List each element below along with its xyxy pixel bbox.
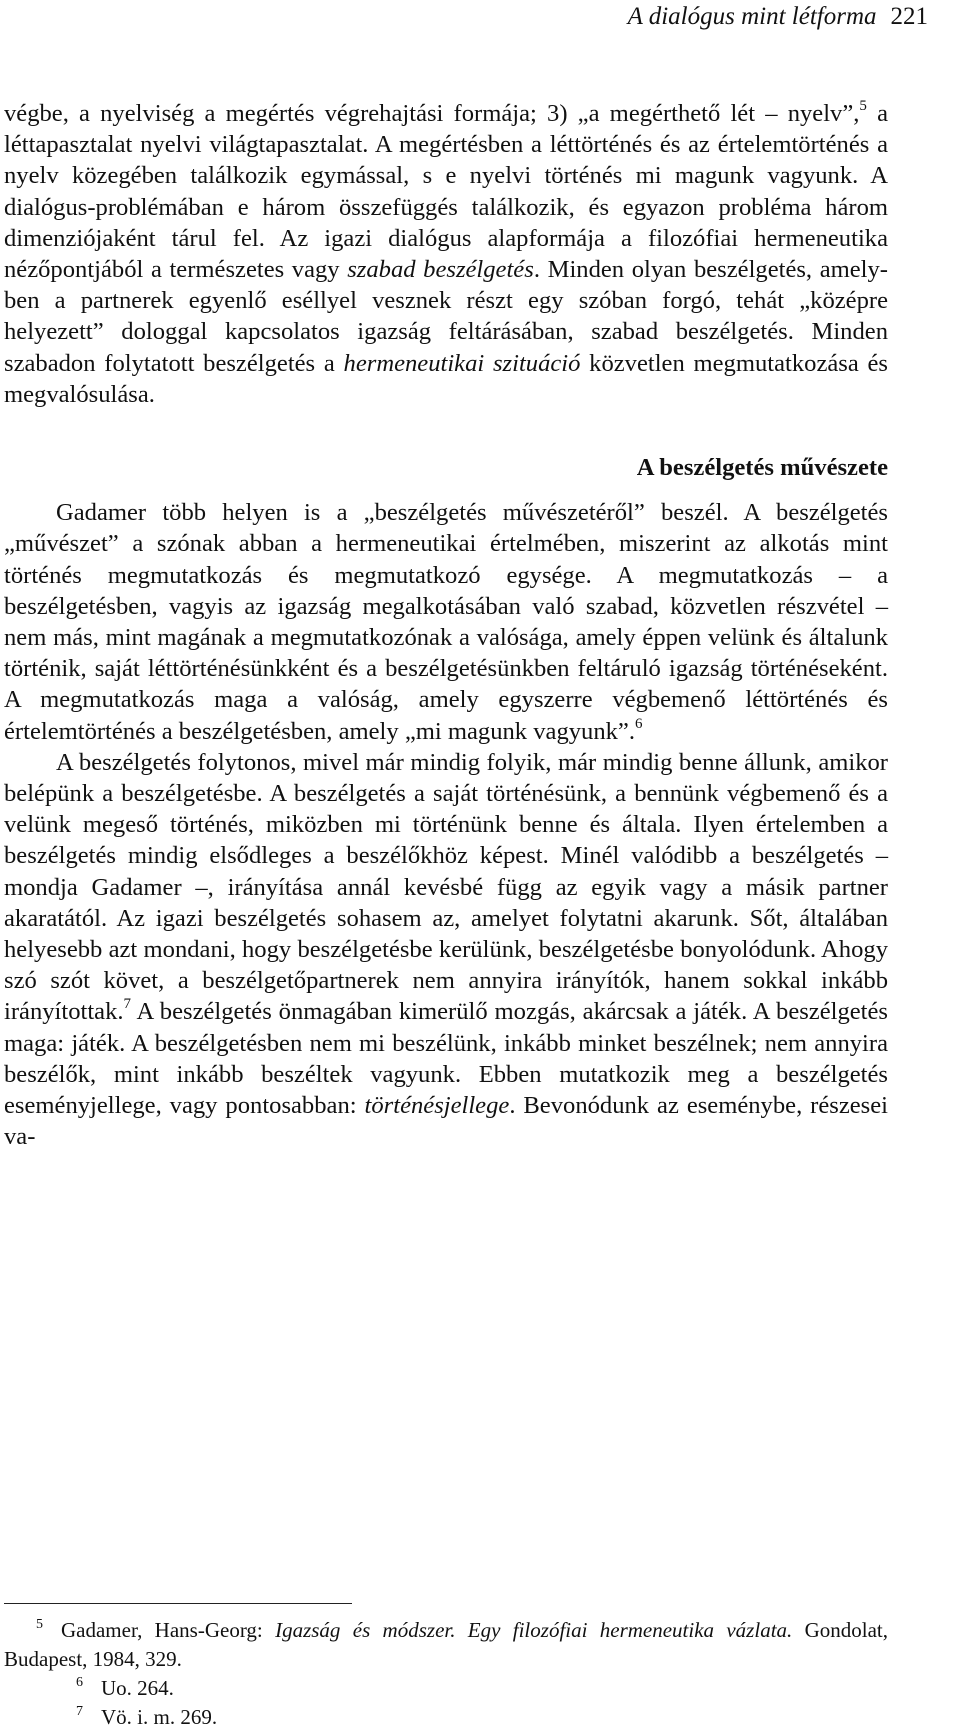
footnote-mark: 6 — [76, 1675, 83, 1690]
footnote-6 — [4, 1674, 888, 1703]
text-run: végbe, a nyelviség a megértés végrehajtási formája; 3) „a megérthető lét – nyelv”, — [4, 100, 860, 127]
footnote-text: Gadamer, Hans-Georg: — [61, 1618, 276, 1642]
text-run: a léttapasztalat nyelvi világtapasztalat. A megértésben a léttörténés és az értelemtörténés a nyelv közegében találkozik egymással, s e nyelvi történés mi magunk vagyunk. A dialógus-problémában e három összefüggés találkozik, és egyazon probléma három dimenziójaként tárul fel. Az igazi dialógus alapformája a filozófiai hermeneutika nézőpontjából a természetes vagy — [4, 100, 888, 284]
paragraph-2 — [4, 497, 888, 747]
paragraph-1 — [4, 98, 888, 410]
page-number: 221 — [890, 3, 928, 30]
emphasis: történésjellege — [364, 1092, 510, 1120]
emphasis: szabad beszélgetés — [347, 256, 534, 284]
footnote-ref-7[interactable]: 7 — [123, 996, 132, 1013]
footnote-divider — [4, 1603, 352, 1604]
footnotes — [4, 1616, 888, 1732]
text-run: A beszélgetés önmagában kimerülő mozgás, akárcsak a játék. A beszélgetés maga: játék. A beszélgetésben nem mi beszélünk, inkább minket beszélnek; nem annyira beszélők, mint inkább beszéltek vagyunk. Ebben mutatkozik meg a beszélgetés eseményjellege, vagy pontosabban: — [4, 998, 888, 1120]
text-run: . Minden olyan beszélgetés, amelyben a partnerek egyenlő eséllyel vesznek részt egy szóban forgó, tehát „középre helyezett” dologgal kapcsolatos igazság feltárásában, szabad beszélgetés. Minden szabadon folytatott beszélgetés a — [4, 256, 888, 377]
main-text — [4, 98, 888, 1153]
footnote-text: Gondolat, Budapest, 1984, 329. — [4, 1618, 889, 1671]
running-head-title: A dialógus mint létforma — [627, 3, 877, 30]
text-run: közvetlen megmutatkozása és megvalósulása. — [4, 349, 888, 408]
text-run: . Bevonódunk az eseménybe, részesei va- — [4, 1092, 888, 1151]
footnote-ref-5[interactable]: 5 — [859, 98, 867, 114]
footnote-5 — [4, 1616, 888, 1674]
footnote-mark: 5 — [36, 1617, 43, 1632]
running-head — [628, 2, 928, 32]
paragraph-3 — [4, 747, 888, 1153]
text-run: A beszélgetés folytonos, mivel már mindig folyik, már mindig benne állunk, amikor belépünk a beszélgetésbe. A beszélgetés a saját történésünk, a bennünk végbemenő és a velünk megeső történés, miközben mi történünk benne és általa. Ilyen értelemben a beszélgetés mindig elsődleges a beszélőkhöz képest. Minél valódibb a beszélgetés – mondja Gadamer –, irányítása annál kevésbé függ az egyik vagy a másik partner akaratától. Az igazi beszélgetés sohasem az, amelyet folytatni akarunk. Sőt, általában helyesebb azt mondani, hogy beszélgetésbe kerülünk, beszélgetésbe bonyolódunk. Ahogy szó szót követ, a beszélgetőpartnerek nem annyira irányítók, hanem sokkal inkább irányítottak. — [4, 748, 888, 1026]
emphasis: hermeneutikai szituáció — [343, 349, 581, 377]
footnote-ref-6[interactable]: 6 — [635, 715, 643, 732]
footnote-text: Uo. 264. — [101, 1676, 174, 1700]
footnote-mark: 7 — [76, 1704, 83, 1719]
footnote-text: Vö. i. m. 269. — [101, 1705, 218, 1729]
section-heading: A beszélgetés művészete — [636, 454, 888, 482]
footnote-title: Igazság és módszer. Egy filozófiai hermeneutika vázlata. — [275, 1618, 793, 1642]
footnote-7 — [4, 1703, 888, 1732]
text-run: Gadamer több helyen is a „beszélgetés művészetéről” beszél. A beszélgetés „művészet” a szónak abban a hermeneutikai értelmében, miszerint az alkotás mint történés megmutatkozás és megmutatkozó egysége. A megmutatkozás – a beszélgetésben, vagyis az igazság megalkotásában való szabad, közvetlen részvétel – nem más, mint magának a megmutatkozónak a valósága, amely éppen velünk és általunk történik, saját léttörténésünkként és a beszélgetésünkben feltáruló igazság történéseként. A megmutatkozás maga a valóság, amely egyszerre végbemenő léttörténés és értelemtörténés a beszélgetésben, amely „mi magunk vagyunk”. — [4, 499, 888, 745]
